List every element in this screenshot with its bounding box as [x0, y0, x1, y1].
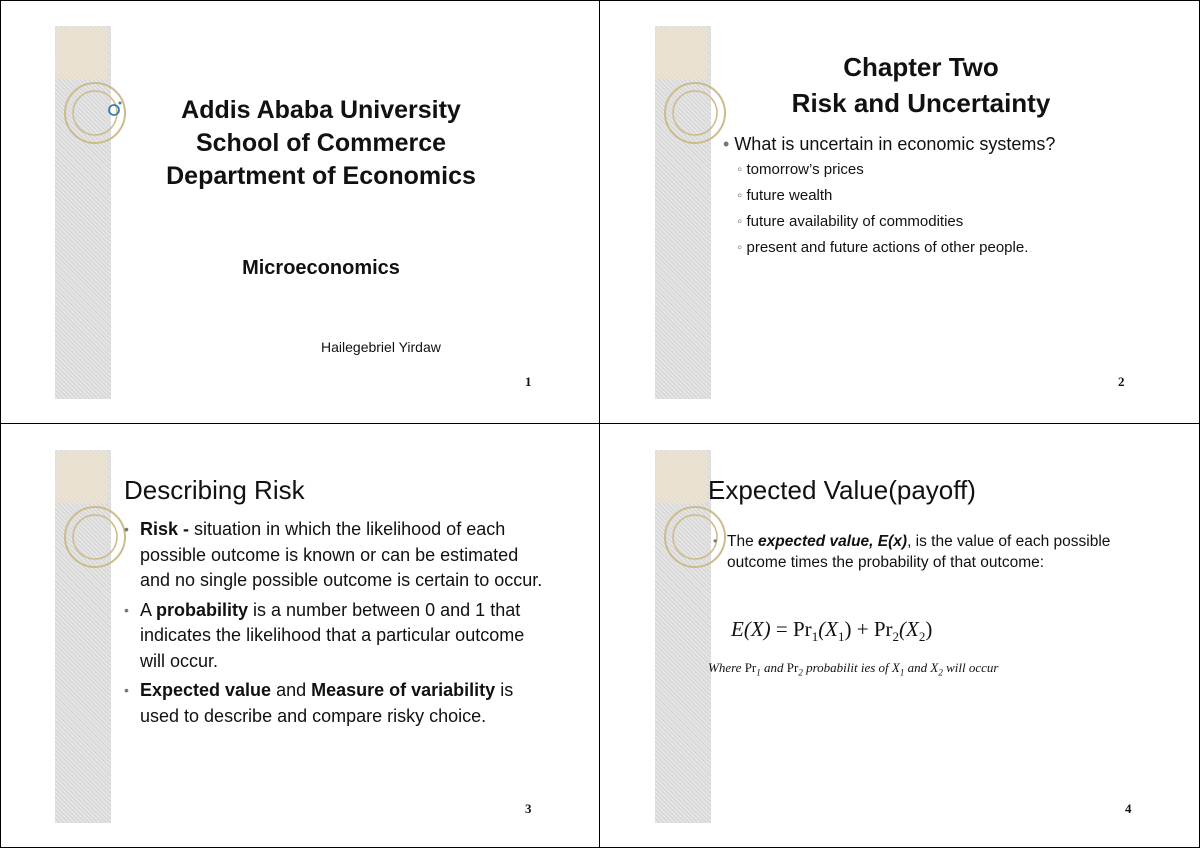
- slide-1: [1, 1, 599, 423]
- bold-term: probability: [156, 599, 249, 620]
- bullet-text: What is uncertain in economic systems?: [734, 134, 1056, 154]
- bullet-dot-icon: •: [124, 521, 129, 537]
- title-line: Chapter Two: [843, 52, 999, 82]
- title-line: Addis Ababa University: [181, 96, 461, 124]
- bullet-text: and: [271, 680, 312, 700]
- title-line: School of Commerce: [195, 129, 447, 157]
- bullet-list: [713, 531, 1113, 573]
- bullet-text: , is the value of each possible outcome times the probability of that outcome:: [727, 533, 1111, 571]
- university-title: [131, 94, 511, 193]
- title-line: Department of Economics: [166, 162, 476, 190]
- bullet-dot-icon: •: [124, 601, 129, 618]
- bullet-list: [124, 517, 544, 733]
- title-line: Risk and Uncertainty: [791, 88, 1051, 118]
- author-name: Hailegebriel Yirdaw: [321, 339, 441, 355]
- bullet-question: [723, 134, 1193, 155]
- bold-term: Expected value: [140, 680, 272, 700]
- bullet-text: is a number between 0 and 1 that indicates the likelihood that a particular outcome will occur.: [140, 599, 525, 671]
- bullet-dot-icon: •: [723, 134, 735, 154]
- bullet-dot-icon: •: [124, 682, 129, 698]
- course-name: Microeconomics: [242, 257, 400, 279]
- bullet-text: The: [727, 533, 759, 550]
- bullet-text: is used to describe and compare risky choice.: [140, 680, 514, 726]
- bold-term: expected value, E(x): [758, 533, 908, 550]
- slide-number: 2: [1118, 374, 1125, 389]
- bold-term: Risk -: [140, 519, 190, 539]
- divider-horizontal: [0, 423, 1200, 424]
- slide-number: 3: [525, 801, 532, 816]
- bullet-probability: [124, 598, 544, 675]
- decorative-arcs-icon: [49, 21, 139, 161]
- bullet-text: situation in which the likelihood of each possible outcome is known or can be estimated and no single possible outcome is certain to occur.: [140, 519, 543, 590]
- slide-heading: Expected Value(payoff): [708, 475, 976, 505]
- sub-bullet-text: tomorrow’s prices: [746, 161, 864, 178]
- bullet-text: A: [140, 599, 157, 620]
- sub-bullet-ring-icon: ◦: [737, 213, 747, 230]
- bullet-list: [723, 134, 1193, 265]
- bullet-dot-icon: •: [713, 534, 718, 548]
- slide-2: [601, 1, 1199, 423]
- sub-bullet: [723, 187, 1193, 204]
- slide-heading: Describing Risk: [124, 475, 305, 505]
- bullet-definition: [713, 531, 1113, 573]
- slide-number: 4: [1125, 801, 1132, 816]
- slide-number: 1: [525, 374, 532, 389]
- bold-term: Measure of variability: [311, 680, 496, 700]
- sub-bullet-ring-icon: ◦: [737, 187, 747, 204]
- sub-bullet: [723, 239, 1193, 256]
- sub-bullet: [723, 213, 1193, 230]
- sub-bullet-ring-icon: ◦: [737, 239, 747, 256]
- formula-note: Where $Pr_1$ and $Pr_2$ probabilit ies of $X_1$ and $X_2$ will occur: [708, 660, 999, 678]
- chapter-title: [731, 49, 1111, 121]
- bullet-expected-value: [124, 678, 544, 729]
- sub-bullet: [723, 161, 1193, 178]
- slide-4: [601, 425, 1199, 847]
- sub-bullet-text: future availability of commodities: [746, 213, 964, 230]
- sub-bullet-ring-icon: ◦: [737, 161, 747, 178]
- divider-vertical: [599, 0, 600, 848]
- sub-bullet-text: future wealth: [746, 187, 833, 204]
- bullet-risk: [124, 517, 544, 594]
- expected-value-formula: $E(X) = Pr_1(X_1) + Pr_2(X_2)$: [731, 617, 933, 645]
- slide-3: [1, 425, 599, 847]
- sub-bullet-text: present and future actions of other people.: [746, 239, 1029, 256]
